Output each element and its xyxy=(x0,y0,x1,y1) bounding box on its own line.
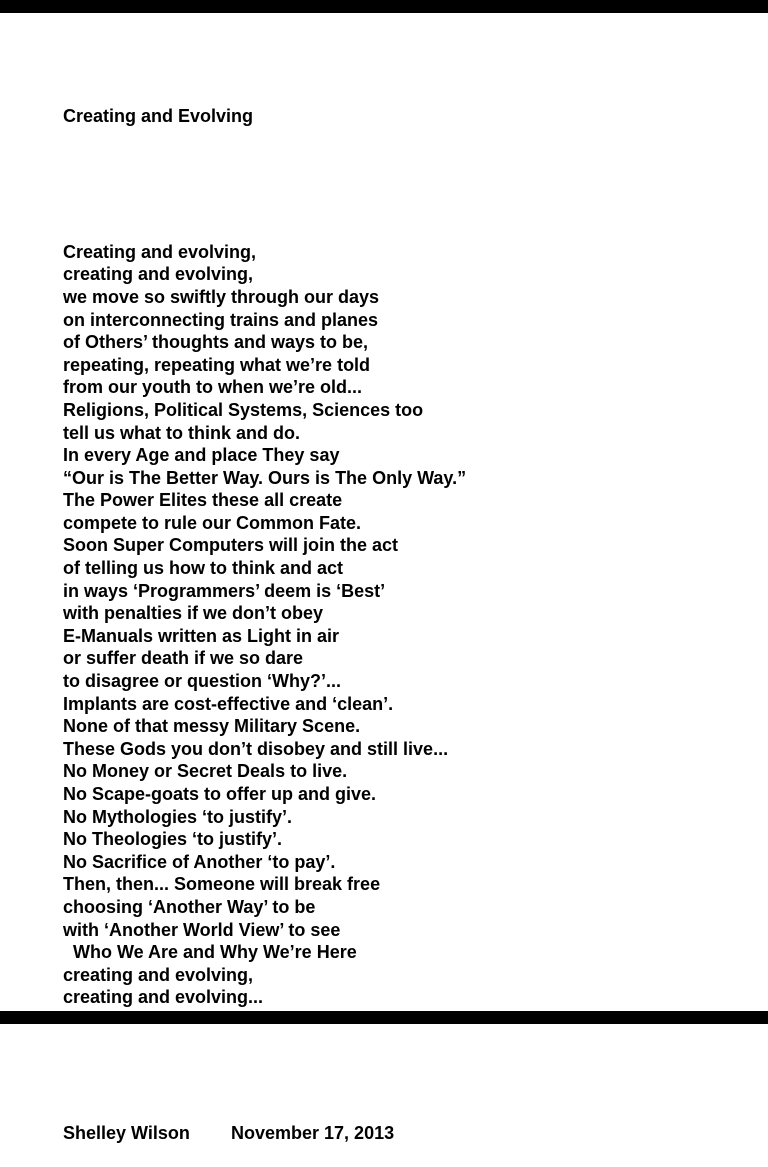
poem-line: Implants are cost-effective and ‘clean’. xyxy=(63,693,394,714)
poem-line: Soon Super Computers will join the act xyxy=(63,535,399,556)
poem-line: Who We Are and Why We’re Here xyxy=(63,942,357,963)
poem-title: Creating and Evolving xyxy=(63,106,254,127)
poem-line: The Power Elites these all create xyxy=(63,490,343,511)
poem-line: tell us what to think and do. xyxy=(63,422,300,443)
poem-line: creating and evolving, xyxy=(63,264,254,285)
bottom-border-bar xyxy=(0,1011,768,1024)
poem-line: E-Manuals written as Light in air xyxy=(63,625,340,646)
poem-line: No Theologies ‘to justify’. xyxy=(63,829,283,850)
poem-line: we move so swiftly through our days xyxy=(63,286,380,307)
poem-line: with penalties if we don’t obey xyxy=(63,603,324,624)
signature-line xyxy=(63,1122,753,1145)
poem-line: of Others’ thoughts and ways to be, xyxy=(63,332,369,353)
poem-line: No Sacrifice of Another ‘to pay’. xyxy=(63,851,336,872)
poem-line: No Mythologies ‘to justify’. xyxy=(63,806,292,827)
poem-line: In every Age and place They say xyxy=(63,445,340,466)
signature-spacer xyxy=(63,1054,753,1077)
poem-date: November 17, 2013 xyxy=(231,1122,395,1143)
poem-line: Creating and evolving, xyxy=(63,241,257,262)
poem-line: creating and evolving... xyxy=(63,987,264,1008)
poem-line: repeating, repeating what we’re told xyxy=(63,354,371,375)
poem-line: of telling us how to think and act xyxy=(63,558,343,579)
poem-line: None of that messy Military Scene. xyxy=(63,716,361,737)
poem-line: in ways ‘Programmers’ deem is ‘Best’ xyxy=(63,580,386,601)
poem-line: on interconnecting trains and planes xyxy=(63,309,379,330)
poem-line: These Gods you don’t disobey and still live... xyxy=(63,738,449,759)
poem-line: from our youth to when we’re old... xyxy=(63,377,363,398)
poem-line: or suffer death if we so dare xyxy=(63,648,304,669)
poem-line: No Scape-goats to offer up and give. xyxy=(63,784,377,804)
poem-line: with ‘Another World View’ to see xyxy=(63,919,341,940)
poem-line: to disagree or question ‘Why?’... xyxy=(63,671,342,692)
author-name: Shelley Wilson xyxy=(63,1122,190,1143)
poem-line: Religions, Political Systems, Sciences too xyxy=(63,399,424,420)
poem-line: creating and evolving, xyxy=(63,964,254,985)
poem-line: No Money or Secret Deals to live. xyxy=(63,761,348,782)
top-border-bar xyxy=(0,0,768,13)
poem-line: Then, then... Someone will break free xyxy=(63,874,381,895)
poem-document xyxy=(63,60,753,1167)
poem-line: choosing ‘Another Way’ to be xyxy=(63,896,316,917)
poem-body xyxy=(63,241,753,1009)
poem-line: “Our is The Better Way. Ours is The Only Way.” xyxy=(63,467,467,488)
poem-line: compete to rule our Common Fate. xyxy=(63,512,362,533)
title-spacer xyxy=(63,173,753,196)
